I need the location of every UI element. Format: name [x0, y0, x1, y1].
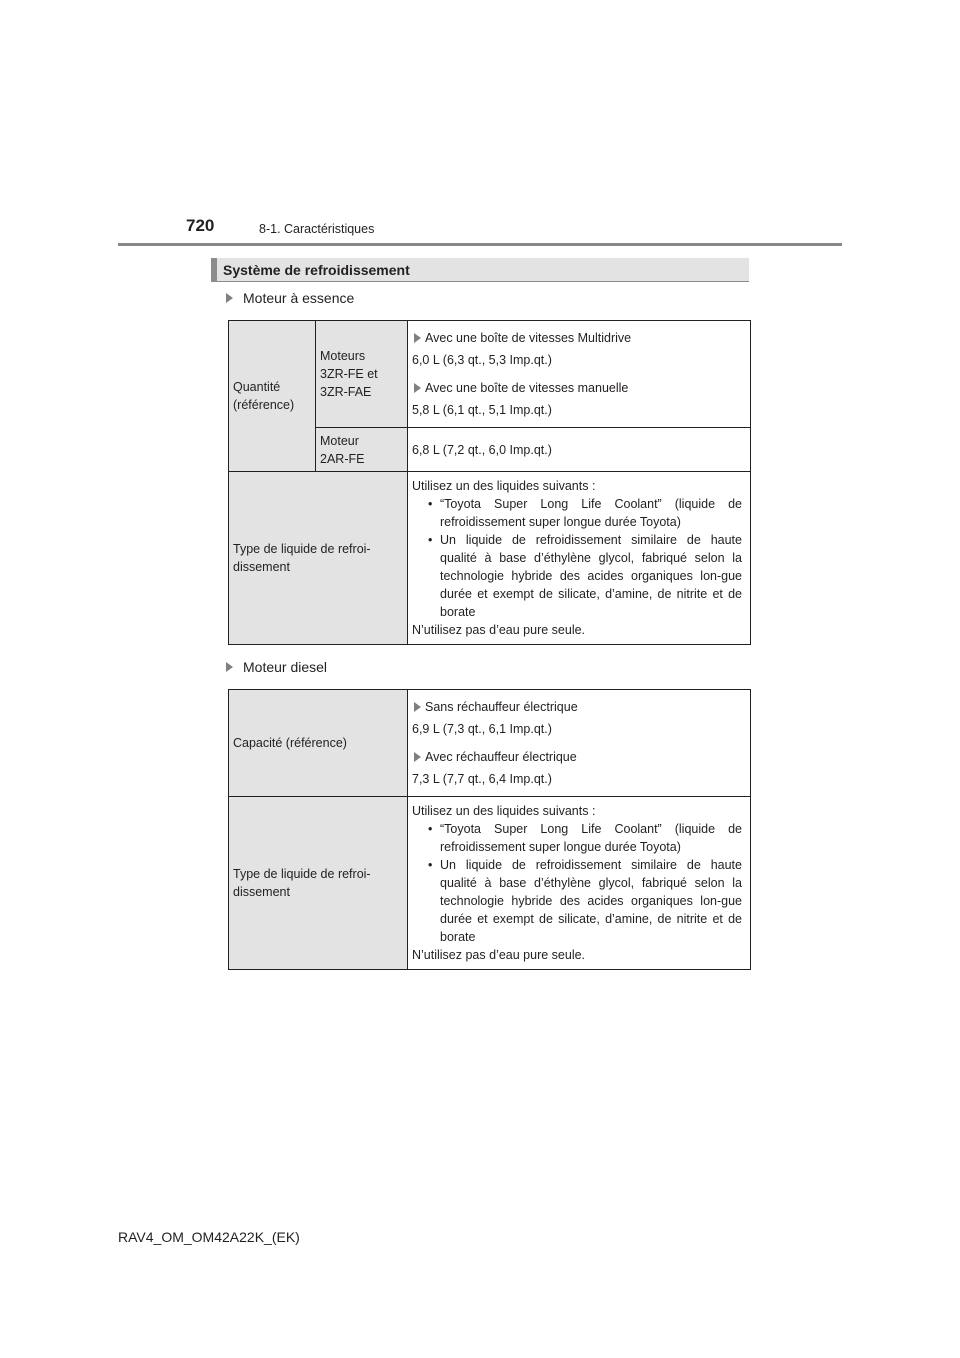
option-text: Avec une boîte de vitesses manuelle	[425, 381, 629, 395]
list-item: • “Toyota Super Long Life Coolant” (liquide de refroidissement super longue durée Toyota)	[412, 495, 742, 531]
coolant-list	[412, 495, 742, 621]
table-row	[229, 472, 751, 645]
coolant-note: N’utilisez pas d’eau pure seule.	[412, 948, 586, 962]
section-title: 8-1. Caractéristiques	[259, 222, 375, 236]
coolant-type-label: Type de liquide de refroi- dissement	[233, 542, 371, 574]
coolant-type-value-cell	[408, 472, 751, 645]
table-row	[229, 690, 751, 797]
triangle-bullet-icon	[226, 293, 233, 303]
option-text: Avec une boîte de vitesses Multidrive	[425, 331, 632, 345]
coolant-list	[412, 820, 742, 946]
option-text: Sans réchauffeur électrique	[425, 700, 578, 714]
triangle-bullet-icon	[414, 702, 421, 712]
coolant-intro: Utilisez un des liquides suivants :	[412, 804, 596, 818]
section-heading	[211, 258, 749, 282]
coolant-type-label-cell	[229, 797, 408, 970]
option-line	[412, 748, 742, 766]
petrol-subhead-text: Moteur à essence	[243, 290, 355, 306]
capacity-value-cell	[408, 428, 751, 472]
capacity-label-cell	[229, 690, 408, 797]
heading-text: Système de refroidissement	[223, 262, 410, 278]
table-row	[229, 797, 751, 970]
option-text: Avec réchauffeur électrique	[425, 750, 577, 764]
triangle-bullet-icon	[414, 752, 421, 762]
quantity-label-cell	[229, 321, 316, 472]
quantity-label: Quantité (référence)	[233, 380, 295, 412]
capacity-value: 5,8 L (6,1 qt., 5,1 Imp.qt.)	[412, 403, 552, 417]
diesel-subhead	[226, 659, 327, 675]
diesel-subhead-text: Moteur diesel	[243, 659, 328, 675]
coolant-type-value-cell	[408, 797, 751, 970]
list-item: • “Toyota Super Long Life Coolant” (liquide de refroidissement super longue durée Toyota)	[412, 820, 742, 856]
coolant-type-label-cell	[229, 472, 408, 645]
list-item: • Un liquide de refroidissement similaire de haute qualité à base d’éthylène glycol, fabriqué selon la technologie hybride des acides organiques lon-gue durée et exempt de silicate, d’amine, de nitrite et de borate	[412, 531, 742, 621]
option-line	[412, 698, 742, 716]
petrol-subhead	[226, 290, 354, 306]
header-rule	[118, 243, 842, 246]
capacity-value: 6,0 L (6,3 qt., 5,3 Imp.qt.)	[412, 353, 552, 367]
engine-label: Moteur 2AR-FE	[320, 433, 365, 466]
table-row	[229, 321, 751, 428]
capacity-value: 7,3 L (7,7 qt., 6,4 Imp.qt.)	[412, 772, 552, 786]
triangle-bullet-icon	[226, 662, 233, 672]
heading-bar	[211, 258, 217, 281]
triangle-bullet-icon	[414, 383, 421, 393]
capacity-value-cell	[408, 321, 751, 428]
triangle-bullet-icon	[414, 333, 421, 343]
option-line	[412, 329, 742, 347]
engine-label: Moteurs 3ZR-FE et 3ZR-FAE	[320, 349, 378, 399]
engine-label-cell	[316, 428, 408, 472]
page-number: 720	[186, 216, 215, 235]
list-item: • Un liquide de refroidissement similaire de haute qualité à base d’éthylène glycol, fabriqué selon la technologie hybride des acides organiques lon-gue durée et exempt de silicate, d’amine, de nitrite et de borate	[412, 856, 742, 946]
capacity-value-cell	[408, 690, 751, 797]
coolant-note: N’utilisez pas d’eau pure seule.	[412, 623, 586, 637]
engine-label-cell	[316, 321, 408, 428]
option-line	[412, 379, 742, 397]
footer-code: RAV4_OM_OM42A22K_(EK)	[118, 1229, 300, 1245]
petrol-table	[228, 320, 751, 645]
diesel-table	[228, 689, 751, 970]
capacity-value: 6,8 L (7,2 qt., 6,0 Imp.qt.)	[412, 442, 552, 457]
coolant-type-label: Type de liquide de refroi- dissement	[233, 867, 371, 899]
coolant-intro: Utilisez un des liquides suivants :	[412, 479, 596, 493]
capacity-value: 6,9 L (7,3 qt., 6,1 Imp.qt.)	[412, 722, 552, 736]
capacity-label: Capacité (référence)	[233, 736, 347, 750]
